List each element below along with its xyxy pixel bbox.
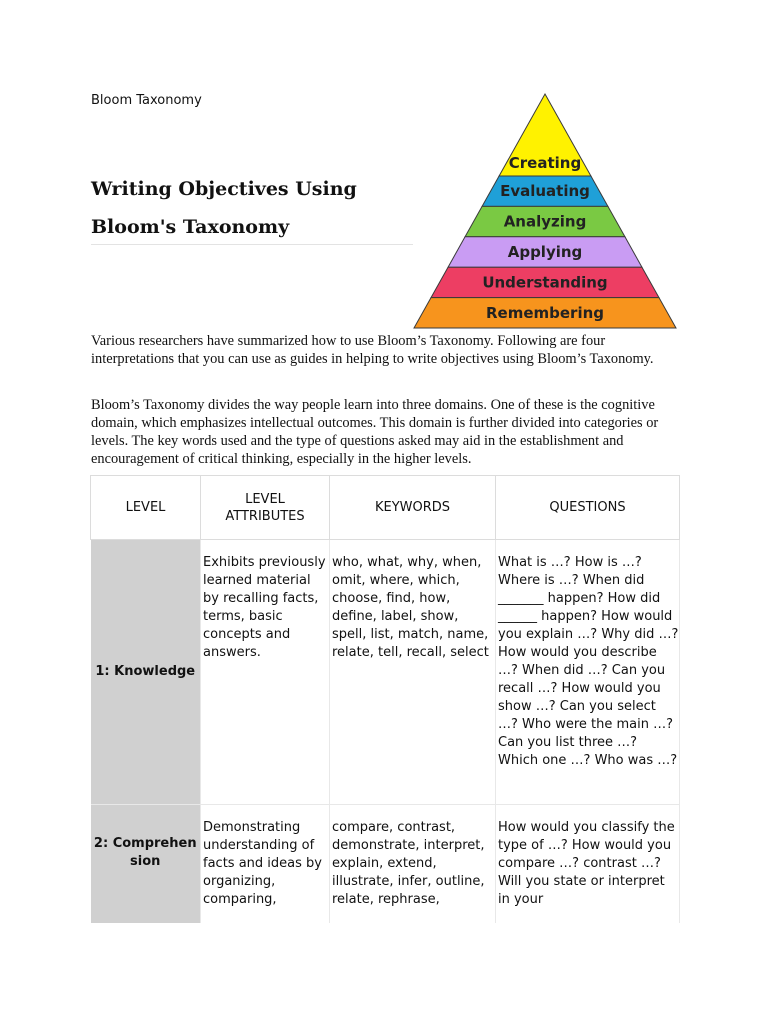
pyramid-label-remembering: Remembering xyxy=(485,303,605,322)
header-questions: QUESTIONS xyxy=(496,476,680,540)
pyramid-label-creating: Creating xyxy=(508,154,582,172)
attributes-cell: Demonstrating understanding of facts and ideas by organizing, comparing, xyxy=(201,805,330,924)
title-line-2: Bloom's Taxonomy xyxy=(91,216,290,238)
header-level: LEVEL xyxy=(91,476,201,540)
level-cell: 2: Comprehension xyxy=(91,805,201,924)
keywords-cell: compare, contrast, demonstrate, interpret, explain, extend, illustrate, infer, outline, relate, rephrase, xyxy=(330,805,496,924)
document-header: Bloom Taxonomy xyxy=(91,93,202,108)
domains-paragraph: Bloom’s Taxonomy divides the way people learn into three domains. One of these is the cognitive domain, which emphasizes intellectual outcomes. This domain is further divided into categories or levels. The key words used and the type of questions asked may aid in the establishment and encouragement of critical thinking, especially in the higher levels. xyxy=(91,397,659,467)
title-divider xyxy=(91,244,413,245)
intro-paragraph: Various researchers have summarized how to use Bloom’s Taxonomy. Following are four interpretations that you can use as guides in helping to write objectives using Bloom’s Taxonomy. xyxy=(91,333,654,367)
page-title xyxy=(91,170,411,246)
pyramid-label-understanding: Understanding xyxy=(482,273,608,292)
table-row-comprehension xyxy=(91,805,680,924)
title-line-1: Writing Objectives Using xyxy=(91,178,357,200)
pyramid-label-evaluating: Evaluating xyxy=(500,182,590,201)
pyramid-label-analyzing: Analyzing xyxy=(503,212,587,231)
level-cell: 1: Knowledge xyxy=(91,540,201,805)
questions-cell: What is …? How is …? Where is …? When did _______ happen? How did ______ happen? How would you explain …? Why did …? How would you describe …? When did …? Can you recall …? How would you show …? Can you select …? Who were the main …? Can you list three …? Which one …? Who was …? xyxy=(496,540,680,805)
attributes-cell: Exhibits previously learned material by recalling facts, terms, basic concepts and answers. xyxy=(201,540,330,805)
header-level-attributes: LEVEL ATTRIBUTES xyxy=(201,476,330,540)
bloom-pyramid-image xyxy=(412,92,678,332)
pyramid-label-applying: Applying xyxy=(507,243,583,261)
bloom-levels-table xyxy=(90,475,680,923)
questions-cell: How would you classify the type of …? How would you compare …? contrast …? Will you state or interpret in your xyxy=(496,805,680,924)
header-keywords: KEYWORDS xyxy=(330,476,496,540)
keywords-cell: who, what, why, when, omit, where, which, choose, find, how, define, label, show, spell, list, match, name, relate, tell, recall, select xyxy=(330,540,496,805)
table-header-row xyxy=(91,476,680,540)
table-row-knowledge xyxy=(91,540,680,805)
